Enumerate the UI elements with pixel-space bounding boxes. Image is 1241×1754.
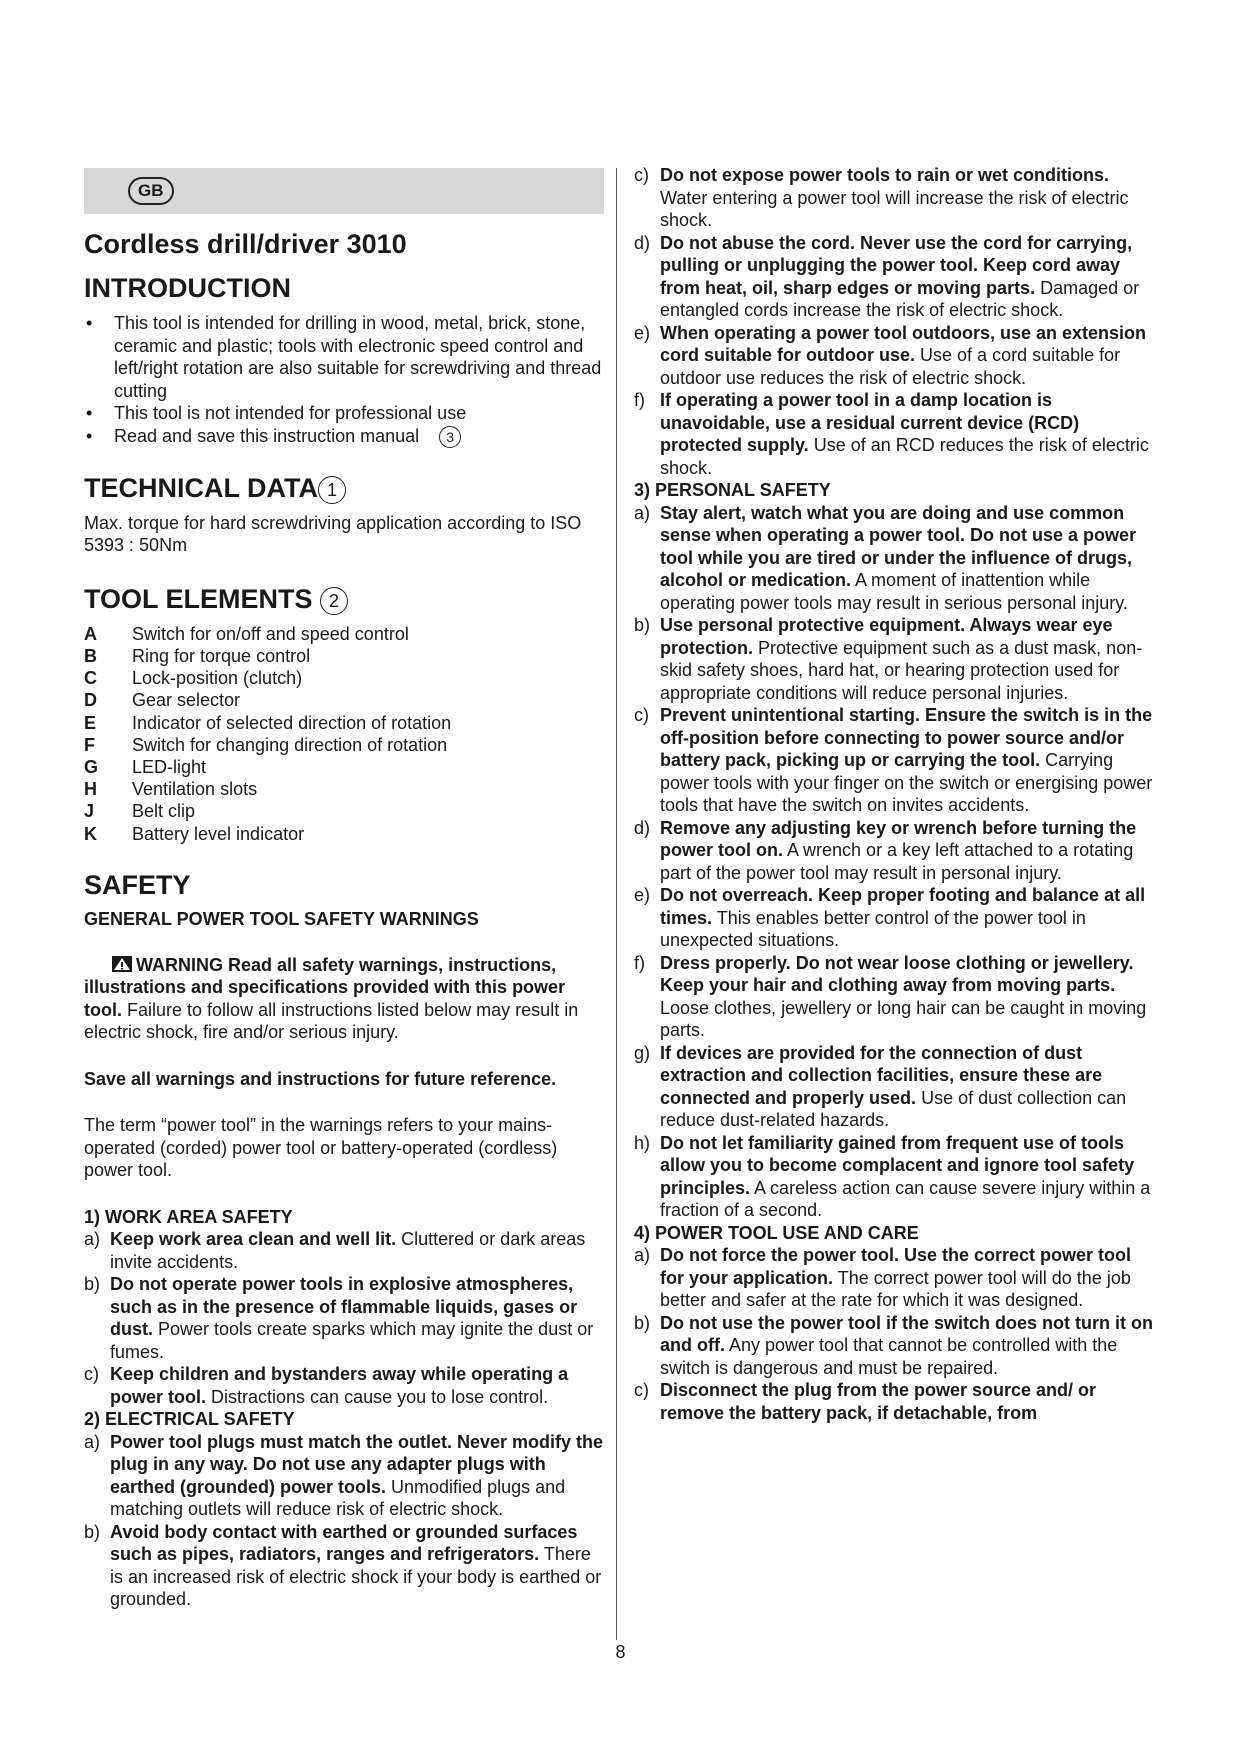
right-column	[634, 164, 1159, 1424]
item-bold: Keep work area clean and well lit.	[110, 1229, 397, 1250]
item-letter: c)	[634, 705, 649, 725]
safety-item	[634, 389, 1159, 479]
technical-data-text: Max. torque for hard screwdriving application according to ISO 5393 : 50Nm	[84, 512, 582, 556]
item-text: Use of a cord suitable for outdoor use reduces the risk of electric shock.	[660, 345, 1121, 388]
item-letter: a)	[84, 1431, 101, 1452]
technical-data-heading	[84, 472, 604, 504]
element-key: B	[84, 645, 97, 666]
safety-item	[84, 1228, 604, 1273]
element-label: Ventilation slots	[132, 779, 258, 800]
figure-ref-1: 1	[318, 476, 346, 504]
item-text: Protective equipment such as a dust mask, non-skid safety shoes, hard hat, or hearing protection used for appropriate conditions will reduce personal injuries.	[660, 637, 1143, 703]
item-bold: Avoid body contact with earthed or grounded surfaces such as pipes, radiators, ranges and refrigerators.	[110, 1521, 578, 1565]
item-letter: b)	[84, 1521, 101, 1542]
item-text: This enables better control of the power tool in unexpected situations.	[660, 907, 1086, 950]
warning-bold-text: WARNING Read all safety warnings, instructions, illustrations and specifications provided with this power tool.	[84, 954, 566, 1020]
tool-elements-list	[84, 623, 604, 845]
item-bold: When operating a power tool outdoors, use an extension cord suitable for outdoor use.	[660, 322, 1147, 365]
list-item	[84, 425, 604, 448]
product-title: Cordless drill/driver 3010	[84, 229, 407, 259]
item-letter: a)	[84, 1229, 101, 1250]
warning-text: Failure to follow all instructions listed below may result in electric shock, fire and/or serious injury.	[84, 999, 579, 1043]
item-bold: Do not operate power tools in explosive atmospheres, such as in the presence of flammable liquids, gases or dust.	[110, 1274, 578, 1340]
safety-item	[634, 502, 1159, 615]
item-letter: g)	[634, 1042, 651, 1063]
list-item	[84, 800, 604, 822]
warning-paragraph	[84, 954, 604, 1044]
item-letter: a)	[634, 1245, 651, 1265]
safety-item	[634, 884, 1159, 952]
item-bold: Do not let familiarity gained from frequent use of tools allow you to become complacent and ignore tool safety principles.	[660, 1132, 1135, 1198]
safety-item	[634, 952, 1159, 1042]
item-text: Damaged or entangled cords increase the risk of electric shock.	[660, 277, 1140, 320]
language-badge: GB	[128, 177, 174, 205]
personal-safety-heading: 3) PERSONAL SAFETY	[634, 480, 831, 500]
safety-item	[634, 817, 1159, 885]
safety-item	[84, 1273, 604, 1363]
item-bold: Remove any adjusting key or wrench before turning the power tool on.	[660, 817, 1137, 860]
item-bold: Dress properly. Do not wear loose clothing or jewellery. Keep your hair and clothing away from moving parts.	[660, 952, 1134, 995]
save-instructions-text: Save all warnings and instructions for future reference.	[84, 1068, 557, 1089]
item-text: Water entering a power tool will increase the risk of electric shock.	[660, 187, 1129, 230]
list-item: • This tool is not intended for professional use	[84, 402, 604, 425]
item-bold: Do not overreach. Keep proper footing and balance at all times.	[660, 885, 1146, 928]
element-key: A	[84, 623, 97, 644]
element-label: Switch for changing direction of rotation	[132, 734, 448, 755]
item-text: Any power tool that cannot be controlled with the switch is dangerous and must be repaired.	[660, 1335, 1118, 1378]
element-key: J	[84, 801, 95, 822]
list-item	[84, 756, 604, 778]
safety-item	[634, 232, 1159, 322]
item-letter: b)	[634, 1312, 651, 1333]
tool-elements-heading-text: TOOL ELEMENTS	[84, 583, 313, 614]
item-letter: d)	[634, 232, 651, 253]
item-letter: f)	[634, 952, 645, 973]
item-bold: Disconnect the plug from the power source and/ or remove the battery pack, if detachable, from	[660, 1380, 1097, 1423]
item-bold: Do not abuse the cord. Never use the cord for carrying, pulling or unplugging the power tool. Keep cord away from heat, oil, sharp edges or moving parts.	[660, 232, 1133, 298]
list-item	[84, 778, 604, 800]
item-letter: a)	[634, 502, 651, 523]
item-letter: b)	[634, 615, 651, 635]
item-text: Loose clothes, jewellery or long hair can be caught in moving parts.	[660, 997, 1147, 1040]
item-text: There is an increased risk of electric shock if your body is earthed or grounded.	[110, 1544, 602, 1610]
item-bold: Stay alert, watch what you are doing and use common sense when operating a power tool. Do not use a power tool while you are tired or under the influence of drugs, alcohol or medication.	[660, 502, 1137, 590]
safety-item	[634, 164, 1159, 232]
item-bold: Do not expose power tools to rain or wet conditions.	[660, 165, 1110, 185]
item-text: Use of dust collection can reduce dust-related hazards.	[660, 1087, 1127, 1130]
list-item	[84, 667, 604, 689]
item-text: Use of an RCD reduces the risk of electric shock.	[660, 435, 1149, 478]
safety-heading: SAFETY	[84, 869, 191, 900]
safety-item	[84, 1431, 604, 1521]
element-label: Battery level indicator	[132, 823, 305, 844]
item-bold: Do not force the power tool. Use the correct power tool for your application.	[660, 1245, 1132, 1288]
item-letter: b)	[84, 1274, 101, 1295]
list-item: • This tool is intended for drilling in wood, metal, brick, stone, ceramic and plastic; tools with electronic speed control and left/right rotation are also suitable for screwdriving and thread cutting	[84, 312, 604, 402]
item-text: Unmodified plugs and matching outlets will reduce risk of electric shock.	[110, 1476, 566, 1520]
list-item	[84, 734, 604, 756]
safety-item	[634, 1042, 1159, 1132]
safety-item	[634, 1132, 1159, 1222]
element-key: K	[84, 823, 97, 844]
element-label: Indicator of selected direction of rotation	[132, 712, 452, 733]
element-label: LED-light	[132, 756, 207, 777]
introduction-list	[84, 312, 604, 448]
item-bold: Power tool plugs must match the outlet. Never modify the plug in any way. Do not use any adapter plugs with earthed (grounded) power tools.	[110, 1431, 604, 1497]
safety-item	[634, 1244, 1159, 1312]
element-key: F	[84, 734, 95, 755]
element-key: G	[84, 756, 99, 777]
item-bold: Prevent unintentional starting. Ensure the switch is in the off-position before connecting to power source and/or battery pack, picking up or carrying the tool.	[660, 705, 1153, 770]
element-label: Gear selector	[132, 690, 241, 711]
safety-item	[634, 614, 1159, 704]
technical-data-heading-text: TECHNICAL DATA	[84, 472, 318, 503]
figure-ref-2: 2	[320, 587, 348, 615]
item-text: A wrench or a key left attached to a rotating part of the power tool may result in personal injury.	[660, 840, 1134, 883]
element-label: Switch for on/off and speed control	[132, 623, 409, 644]
element-label: Lock-position (clutch)	[132, 668, 303, 689]
list-item	[84, 823, 604, 845]
introduction-heading: INTRODUCTION	[84, 273, 291, 303]
safety-item	[634, 322, 1159, 390]
element-key: E	[84, 712, 97, 733]
item-letter: c)	[634, 1380, 649, 1400]
item-bold: If operating a power tool in a damp location is unavoidable, use a residual current device (RCD) protected supply.	[660, 390, 1080, 455]
list-item	[84, 689, 604, 711]
item-letter: f)	[634, 390, 645, 410]
safety-item	[634, 1312, 1159, 1380]
item-bold: Keep children and bystanders away while operating a power tool.	[110, 1364, 569, 1407]
item-text: Power tools create sparks which may ignite the dust or fumes.	[110, 1319, 594, 1362]
item-letter: e)	[634, 322, 651, 343]
safety-subheading: GENERAL POWER TOOL SAFETY WARNINGS	[84, 908, 479, 929]
item-bold: If devices are provided for the connection of dust extraction and collection facilities, ensure these are connected and properly used.	[660, 1042, 1103, 1108]
list-item	[84, 712, 604, 734]
figure-ref-3: 3	[439, 426, 461, 448]
item-text: Carrying power tools with your finger on the switch or energising power tools that have the switch on invites accidents.	[660, 750, 1153, 815]
item-letter: d)	[634, 817, 651, 838]
element-label: Belt clip	[132, 801, 196, 822]
list-item	[84, 623, 604, 645]
element-key: D	[84, 690, 97, 711]
column-divider	[616, 168, 617, 1640]
element-label: Ring for torque control	[132, 645, 311, 666]
item-letter: c)	[634, 165, 649, 185]
item-text: A moment of inattention while operating power tools may result in serious personal injury.	[660, 570, 1128, 613]
item-text: The correct power tool will do the job better and safer at the rate for which it was designed.	[660, 1267, 1131, 1310]
power-tool-use-heading: 4) POWER TOOL USE AND CARE	[634, 1222, 919, 1243]
item-text: Cluttered or dark areas invite accidents.	[110, 1229, 586, 1272]
item-text: Distractions can cause you to lose control.	[211, 1386, 549, 1407]
list-item-text: Read and save this instruction manual	[114, 425, 420, 446]
element-key: C	[84, 668, 97, 689]
work-area-heading: 1) WORK AREA SAFETY	[84, 1206, 293, 1227]
item-letter: c)	[84, 1364, 99, 1385]
item-bold: Do not use the power tool if the switch does not turn it on and off.	[660, 1312, 1153, 1355]
tool-elements-heading	[84, 583, 604, 615]
language-band	[84, 168, 604, 214]
warning-triangle-icon	[112, 956, 132, 972]
element-key: H	[84, 779, 97, 800]
safety-item	[84, 1521, 604, 1611]
left-column	[84, 168, 604, 1611]
item-letter: e)	[634, 885, 651, 905]
item-letter: h)	[634, 1132, 651, 1153]
item-text: A careless action can cause severe injury within a fraction of a second.	[660, 1177, 1151, 1220]
page-number: 8	[615, 1642, 626, 1662]
term-definition-text: The term “power tool” in the warnings refers to your mains-operated (corded) power tool or battery-operated (cordless) power tool.	[84, 1115, 558, 1181]
electrical-heading: 2) ELECTRICAL SAFETY	[84, 1409, 295, 1430]
safety-item	[634, 1379, 1159, 1424]
safety-item	[84, 1363, 604, 1408]
item-bold: Use personal protective equipment. Always wear eye protection.	[660, 615, 1113, 658]
list-item	[84, 645, 604, 667]
safety-item	[634, 704, 1159, 817]
